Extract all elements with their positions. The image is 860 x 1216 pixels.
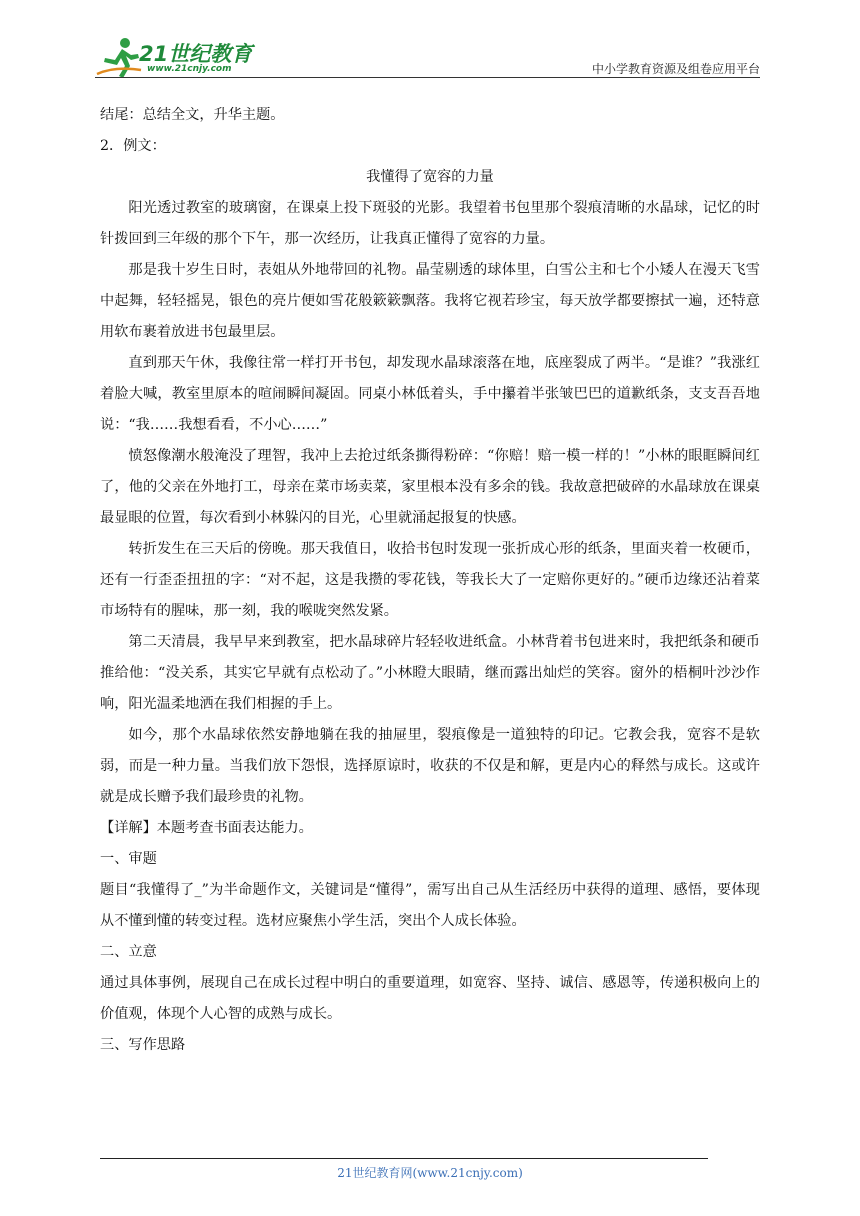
section-heading-review: 一、审题: [100, 851, 157, 867]
logo-url-text: www.21cnjy.com: [147, 64, 232, 74]
essay-paragraph: 如今，那个水晶球依然安静地躺在我的抽屉里，裂痕像是一道独特的印记。它教会我，宽容不是软弱，而是一种力量。当我们放下怨恨，选择原谅时，收获的不仅是和解，更是内心的释然与成长。这或许就是成长赠予我们最珍贵的礼物。: [100, 727, 760, 805]
logo-brand-text: 21世纪教育: [139, 42, 253, 66]
site-logo[interactable]: [95, 36, 265, 80]
page-footer[interactable]: 21世纪教育网(www.21cnjy.com): [337, 1166, 523, 1180]
sample-essay-heading: 2．例文：: [100, 138, 166, 154]
essay-paragraph: 愤怒像潮水般淹没了理智，我冲上去抢过纸条撕得粉碎：“你赔！赔一模一样的！”小林的眼眶瞬间红了，他的父亲在外地打工，母亲在菜市场卖菜，家里根本没有多余的钱。我故意把破碎的水晶球放在课桌最显眼的位置，每次看到小林躲闪的目光，心里就涌起报复的快感。: [100, 448, 760, 526]
page-header: [95, 36, 760, 80]
essay-title: 我懂得了宽容的力量: [366, 169, 494, 185]
essay-paragraph: 第二天清晨，我早早来到教室，把水晶球碎片轻轻收进纸盒。小林背着书包进来时，我把纸条和硬币推给他：“没关系，其实它早就有点松动了。”小林瞪大眼睛，继而露出灿烂的笑容。窗外的梧桐叶沙沙作响，阳光温柔地洒在我们相握的手上。: [100, 634, 760, 712]
runner-logo-icon: [95, 36, 145, 80]
essay-paragraph: 阳光透过教室的玻璃窗，在课桌上投下斑驳的光影。我望着书包里那个裂痕清晰的水晶球，记忆的时针拨回到三年级的那个下午，那一次经历，让我真正懂得了宽容的力量。: [100, 200, 760, 247]
explanation-heading: 【详解】本题考查书面表达能力。: [100, 820, 313, 836]
paragraph-ending-summary: 结尾：总结全文，升华主题。: [100, 107, 285, 123]
section-heading-theme: 二、立意: [100, 944, 157, 960]
essay-paragraph: 那是我十岁生日时，表姐从外地带回的礼物。晶莹剔透的球体里，白雪公主和七个小矮人在漫天飞雪中起舞，轻轻摇晃，银色的亮片便如雪花般簌簌飘落。我将它视若珍宝，每天放学都要擦拭一遍，还特意用软布裹着放进书包最里层。: [100, 262, 760, 340]
theme-paragraph: 通过具体事例，展现自己在成长过程中明白的重要道理，如宽容、坚持、诚信、感恩等，传递积极向上的价值观，体现个人心智的成熟与成长。: [100, 975, 760, 1022]
footer-divider: [100, 1158, 708, 1159]
document-body: [100, 100, 760, 1061]
essay-paragraph: 转折发生在三天后的傍晚。那天我值日，收拾书包时发现一张折成心形的纸条，里面夹着一枚硬币，还有一行歪歪扭扭的字：“对不起，这是我攒的零花钱，等我长大了一定赔你更好的。”硬币边缘还沾着菜市场特有的腥味，那一刻，我的喉咙突然发紧。: [100, 541, 760, 619]
header-divider: [95, 77, 760, 78]
review-paragraph: 题目“我懂得了_”为半命题作文，关键词是“懂得”，需写出自己从生活经历中获得的道理、感悟，要体现从不懂到懂的转变过程。选材应聚焦小学生活，突出个人成长体验。: [100, 882, 760, 929]
platform-name: 中小学教育资源及组卷应用平台: [591, 62, 760, 76]
section-heading-approach: 三、写作思路: [100, 1037, 186, 1053]
essay-paragraph: 直到那天午休，我像往常一样打开书包，却发现水晶球滚落在地，底座裂成了两半。“是谁？”我涨红着脸大喊，教室里原本的喧闹瞬间凝固。同桌小林低着头，手中攥着半张皱巴巴的道歉纸条，支支吾吾地说：“我……我想看看，不小心……”: [100, 355, 760, 433]
